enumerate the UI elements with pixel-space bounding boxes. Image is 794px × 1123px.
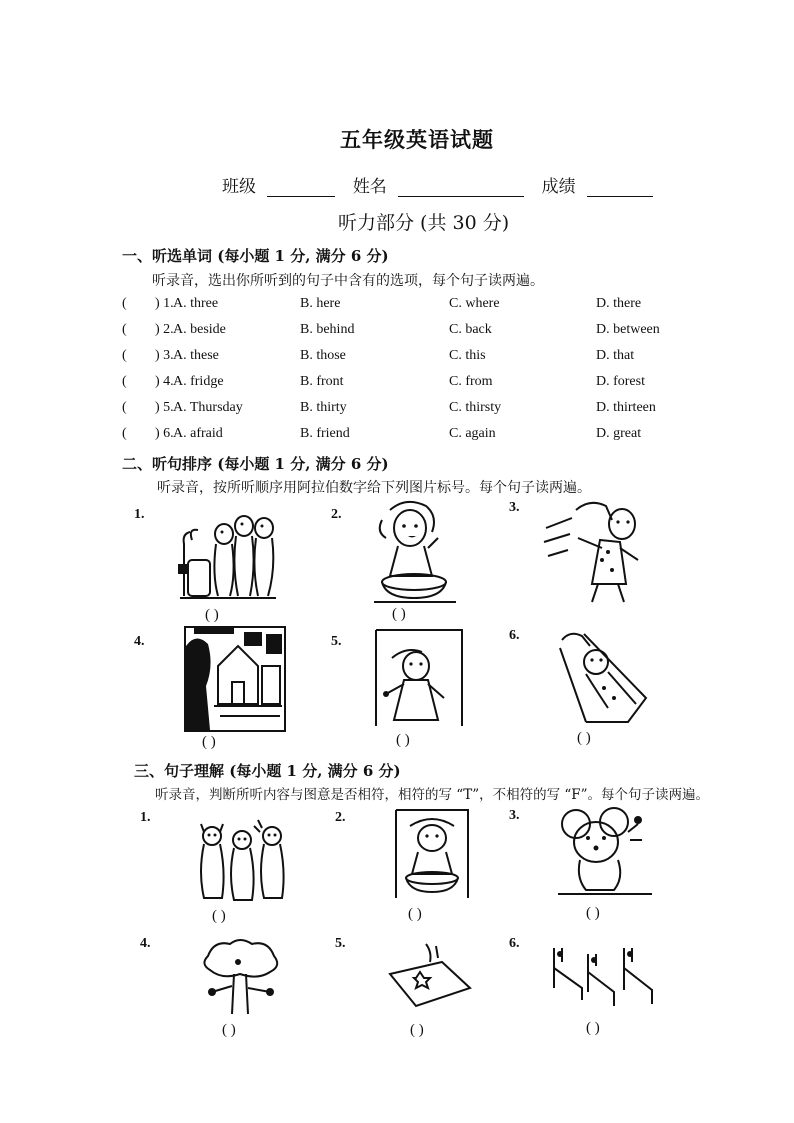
s3-answer-2[interactable]: ( ) [408,906,422,922]
girl-eating-porridge-picture [392,808,472,900]
option-a: A. beside [173,322,226,337]
tree-picture [198,936,284,1016]
option-c: C. this [449,348,486,363]
option-c: C. where [449,296,500,311]
question-open-paren[interactable]: ( [122,426,127,441]
option-b: B. thirty [300,400,347,415]
page-title: 五年级英语试题 [340,127,494,152]
s2-answer-4[interactable]: ( ) [202,734,216,750]
s3-label-5: 5. [335,936,346,951]
question-open-paren[interactable]: ( [122,374,127,389]
section-1-instruction: 听录音，选出你所听到的句子中含有的选项，每个句子读两遍。 [152,273,544,289]
question-open-paren[interactable]: ( [122,348,127,363]
option-b: B. behind [300,322,355,337]
option-d: D. there [596,296,642,311]
s3-answer-4[interactable]: ( ) [222,1022,236,1038]
bears-standing-picture [178,504,278,602]
s2-label-4: 4. [134,634,145,649]
option-a: A. Thursday [173,400,243,415]
s2-label-6: 6. [509,628,520,643]
option-b: B. front [300,374,344,389]
option-d: D. forest [596,374,645,389]
s2-answer-6[interactable]: ( ) [577,730,591,746]
section-2-instruction: 听录音，按所听顺序用阿拉伯数字给下列图片标号。每个句子读两遍。 [157,480,591,496]
question-open-paren[interactable]: ( [122,296,127,311]
option-b: B. those [300,348,346,363]
girl-running-picture [542,498,652,604]
house-in-forest-picture [184,626,286,732]
option-c: C. from [449,374,493,389]
s3-label-1: 1. [140,810,151,825]
option-a: A. three [173,296,219,311]
s2-label-2: 2. [331,507,342,522]
section-1-heading: 一、听选单词 (每小题 1 分, 满分 6 分) [122,247,389,265]
name-field[interactable] [398,178,524,197]
option-d: D. great [596,426,642,441]
option-c: C. thirsty [449,400,502,415]
girl-at-door-picture [372,628,466,728]
s3-answer-5[interactable]: ( ) [410,1022,424,1038]
s3-label-6: 6. [509,936,520,951]
question-number: ) 4. [155,374,174,389]
s2-label-5: 5. [331,634,342,649]
option-a: A. these [173,348,219,363]
s3-label-4: 4. [140,936,151,951]
s2-answer-2[interactable]: ( ) [392,606,406,622]
option-d: D. that [596,348,635,363]
option-c: C. again [449,426,496,441]
class-label: 班级 [222,177,256,197]
s3-answer-1[interactable]: ( ) [212,908,226,924]
option-a: A. fridge [173,374,224,389]
s3-answer-6[interactable]: ( ) [586,1020,600,1036]
option-d: D. between [596,322,660,337]
question-number: ) 3. [155,348,174,363]
question-number: ) 1. [155,296,174,311]
option-b: B. here [300,296,341,311]
question-open-paren[interactable]: ( [122,400,127,415]
s2-answer-5[interactable]: ( ) [396,732,410,748]
section-3-instruction: 听录音，判断所听内容与图意是否相符，相符的写 “T”，不相符的写 “F”。每个句子读两遍。 [155,787,710,803]
class-field[interactable] [267,178,335,197]
s3-label-2: 2. [335,810,346,825]
question-open-paren[interactable]: ( [122,322,127,337]
section-3-heading: 三、句子理解 (每小题 1 分, 满分 6 分) [134,762,401,780]
s3-answer-3[interactable]: ( ) [586,905,600,921]
s2-label-3: 3. [509,500,520,515]
hand-on-table-picture [386,940,472,1010]
score-field[interactable] [587,178,653,197]
girl-in-bed-picture [556,628,654,724]
girl-with-bowl-picture [368,498,462,604]
s3-label-3: 3. [509,808,520,823]
part-title: 听力部分 (共 30 分) [338,212,510,234]
s2-label-1: 1. [134,507,145,522]
question-number: ) 6. [155,426,174,441]
option-d: D. thirteen [596,400,656,415]
option-b: B. friend [300,426,350,441]
option-c: C. back [449,322,492,337]
three-beds-picture [552,940,656,1010]
mouse-picture [558,804,654,896]
question-number: ) 5. [155,400,174,415]
name-label: 姓名 [352,177,387,197]
three-bears-picture [196,816,288,906]
student-info-row [222,172,653,197]
score-label: 成绩 [541,177,576,197]
option-a: A. afraid [173,426,223,441]
section-2-heading: 二、听句排序 (每小题 1 分, 满分 6 分) [122,455,389,473]
question-number: ) 2. [155,322,174,337]
s2-answer-1[interactable]: ( ) [205,607,219,623]
